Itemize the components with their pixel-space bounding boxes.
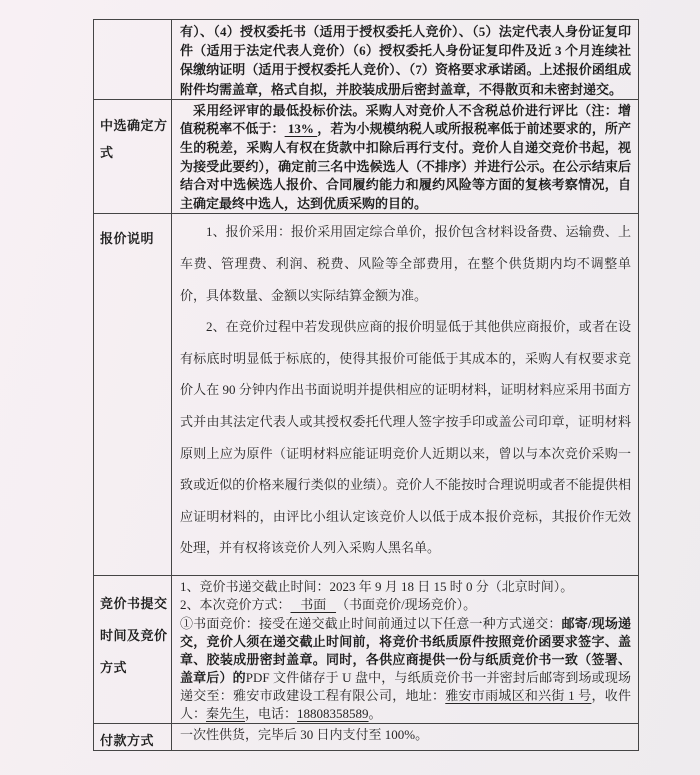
text-segment: 。 bbox=[368, 706, 382, 722]
bid-method-value: 书面 bbox=[290, 597, 337, 613]
text-segment: PDF 文件储存于 U 盘中，与纸质竞价书一并密封后邮寄到场或现场递交至：雅安市政建设工程有限公司，地址： bbox=[180, 669, 631, 703]
table-row-continuation bbox=[94, 20, 639, 100]
paragraph-written-bid bbox=[180, 615, 631, 724]
paragraph bbox=[180, 102, 631, 214]
bidding-info-table bbox=[93, 19, 639, 751]
text-segment: 2、本次竞价方式： bbox=[180, 597, 291, 613]
text-segment: 采用经评审的最低投标价法。采购人对竞价人不含税总价进行评比（注：增值税税率不低于： bbox=[180, 102, 631, 137]
row-label-empty bbox=[94, 20, 172, 100]
row-label-selection-method: 中选确定方式 bbox=[94, 99, 172, 214]
row-label-submission-time-method: 竞价书提交时间及竞价方式 bbox=[94, 576, 172, 724]
paragraph-bid-method bbox=[180, 596, 631, 614]
paragraph: 一次性供货，完毕后 30 日内支付至 100%。 bbox=[180, 727, 429, 743]
row-content-selection-method bbox=[172, 99, 639, 214]
tax-rate-value: 13% bbox=[284, 121, 318, 137]
text-segment: （书面竞价/现场竞价）。 bbox=[336, 597, 477, 613]
recipient-name: 秦先生 bbox=[206, 706, 246, 722]
text-segment: ，收件人： bbox=[180, 687, 631, 722]
phone-number: 18808358589 bbox=[297, 706, 369, 722]
paragraph-deadline: 1、竞价书递交截止时间：2023 年 9 月 18 日 15 时 0 分（北京时间）。 bbox=[180, 579, 574, 595]
paragraph: 1、报价采用：报价采用固定综合单价，报价包含材料设备费、运输费、上车费、管理费、利润、税费、风险等全部费用，在整个供货期内均不调整单价，具体数量、金额以实际结算金额为准。 bbox=[180, 224, 631, 303]
row-label-quotation-notes: 报价说明 bbox=[94, 214, 172, 576]
text-segment: ，若为小规模纳税人或所报税率低于前述要求的，所产生的税差，采购人有权在货款中扣除后再行支付。竞价人自递交竞价书起，视为接受此要约），确定前三名中选候选人（不排序）并进行公示。在公示结束后结合对中选候选人报价、合同履约能力和履约风险等方面的复核考察情况，自主确定最终中选人，达到优质采购的目的。 bbox=[180, 121, 631, 211]
row-label-payment-method: 付款方式 bbox=[94, 724, 172, 751]
delivery-address: 雅安市雨城区和兴街 1 号 bbox=[445, 687, 592, 703]
table-row-selection-method bbox=[94, 99, 639, 214]
paragraph: 2、在竞价过程中若发现供应商的报价明显低于其他供应商报价，或者在设有标底时明显低于标底的，使得其报价可能低于其成本的，采购人有权要求竞价人在 90 分钟内作出书面说明并提供相应的证明材料，证明材料应采用书面方式并由其法定代表人或其授权委托代理人签字按手印或盖公司印章，证明材料原则上应为原件（证明材料应能证明竞价人近期以来，曾以与本次竞价采购一致或近似的价格来履行类似的业绩）。竞价人不能按时合理说明或者不能提供相应证明材料的，由评比小组认定该竞价人以低于成本报价竞标，其报价作无效处理，并有权将该竞价人列入采购人黑名单。 bbox=[180, 319, 631, 556]
row-content-payment-method bbox=[172, 724, 639, 751]
row-content-continuation bbox=[172, 20, 639, 100]
table-row-payment-method bbox=[94, 724, 639, 751]
table-row-quotation-notes bbox=[94, 214, 639, 576]
table-row-submission-time-method bbox=[94, 576, 639, 724]
text-segment-bold: 邮寄/现场递交，竞价人须在递交截止时间前，将竞价书纸质原件按照竞价函要求签字、盖章、胶装成册密封盖章。同时，各供应商提供一份与纸质竞价书一致（签署、盖章后）的 bbox=[180, 615, 631, 685]
row-content-quotation-notes bbox=[172, 214, 639, 576]
row-content-submission-time-method bbox=[172, 576, 639, 724]
text-segment: ，电话： bbox=[245, 706, 298, 722]
text-segment: ①书面竞价：接受在递交截止时间前通过以下任意一种方式递交： bbox=[180, 615, 562, 631]
paragraph: 有）、（4）授权委托书（适用于授权委托人竞价）、（5）法定代表人身份证复印件（适用于法定代表人竞价）（6）授权委托人身份证复印件及近 3 个月连续社保缴纳证明（适用于授权委托人竞价）、（7）资格要求承诺函。上述报价函组成附件均需盖章，格式自拟，并胶装成册后密封盖章，不得散页和未密封递交。 bbox=[180, 24, 631, 97]
